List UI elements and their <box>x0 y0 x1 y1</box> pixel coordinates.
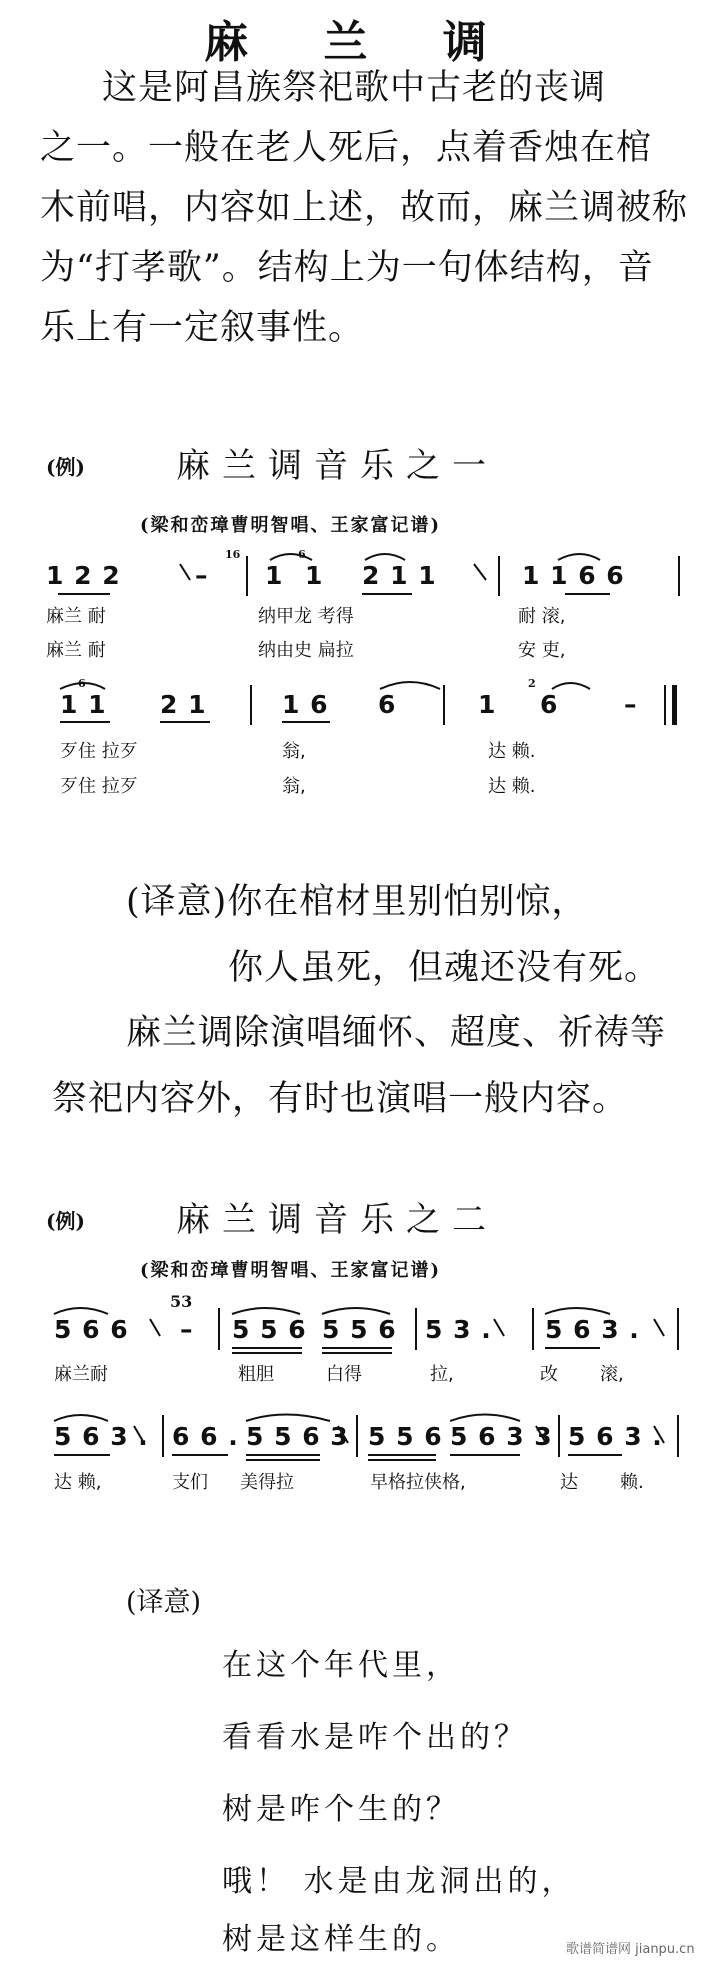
lyric: 达 <box>560 1472 578 1493</box>
intro-line: 这是阿昌族祭祀歌中古老的丧调 <box>102 68 607 108</box>
score-notes: 1 <box>478 690 497 719</box>
example-title: 麻兰调音乐之二 <box>176 1200 498 1240</box>
credit-line: (梁和峦璋曹明智唱、王家富记谱) <box>140 515 442 536</box>
grace-note: 6 <box>78 677 86 690</box>
lyric: 拉, <box>430 1364 454 1385</box>
lyric: 翁, <box>282 741 306 762</box>
lyric: 滚, <box>600 1364 624 1385</box>
example-label: (例) <box>46 455 85 479</box>
score-notes: 1 1 <box>60 690 107 719</box>
middle-line: 麻兰调除演唱缅怀、超度、祈祷等 <box>126 1013 667 1053</box>
lyric: 麻兰 耐 <box>46 606 106 627</box>
intro-line: 木前唱，内容如上述，故而，麻兰调被称 <box>40 188 689 228</box>
score-notes: 1 6 <box>282 690 329 719</box>
translation-line: 你人虽死，但魂还没有死。 <box>228 948 661 988</box>
lyric: 达 赖. <box>488 741 536 762</box>
score-notes: 5 6 3 3 <box>450 1422 553 1451</box>
translation-line: 哦！ 水是由龙洞出的， <box>222 1864 576 1899</box>
score-notes: 5 5 6 <box>232 1315 307 1344</box>
lyric: 翁, <box>282 776 306 797</box>
lyric: 赖. <box>620 1472 644 1493</box>
lyric: 歹住 拉歹 <box>60 776 138 797</box>
page-title: 麻 兰 调 <box>204 17 517 68</box>
translation-line: 在这个年代里， <box>222 1648 460 1683</box>
lyric: 麻兰耐 <box>54 1364 108 1385</box>
breath-marks <box>134 564 664 1443</box>
lyric: 达 赖. <box>488 776 536 797</box>
grace-note: 53 <box>170 1292 193 1311</box>
score-notes: 5 6 6 <box>54 1315 129 1344</box>
score-notes: 5 5 6 <box>368 1422 443 1451</box>
score-notes: 5 5 6 3 <box>246 1422 349 1451</box>
score-notes: 5 6 3 . <box>545 1315 640 1344</box>
intro-line: 之一。一般在老人死后，点着香烛在棺 <box>40 128 653 168</box>
grace-note: 6 <box>298 548 306 561</box>
grace-note: 16 <box>225 548 241 561</box>
score-dash: – <box>195 561 209 590</box>
lyric: 改 <box>540 1364 558 1385</box>
translation-line: 树是咋个生的？ <box>222 1792 460 1827</box>
score-dash: – <box>180 1315 194 1344</box>
grace-note: 2 <box>528 677 536 690</box>
score-notes: 6 <box>540 690 559 719</box>
translation-line: 你在棺材里别怕别惊， <box>227 882 588 922</box>
translation-line: 看看水是咋个出的？ <box>222 1720 528 1755</box>
example-label: (例) <box>46 1209 85 1233</box>
score-notes: 1 2 2 <box>46 561 121 590</box>
lyric: 麻兰 耐 <box>46 640 106 661</box>
translation-line: 树是这样生的。 <box>222 1922 460 1957</box>
lyric: 美得拉 <box>240 1472 294 1493</box>
score-notes: 6 6 . <box>172 1422 239 1451</box>
lyric: 安 吏, <box>518 640 566 661</box>
score-notes: 5 5 6 <box>322 1315 397 1344</box>
score-notes: 1 <box>265 561 284 590</box>
translation-label: (译意) <box>126 1587 202 1618</box>
lyric: 歹住 拉歹 <box>60 741 138 762</box>
slur-marks <box>54 554 610 1421</box>
score-dash: – <box>624 690 638 719</box>
score-notes: 5 6 3 . <box>568 1422 663 1451</box>
score-notes: 1 1 6 6 <box>522 561 625 590</box>
score-notes: 2 1 1 <box>362 561 437 590</box>
score-notes: 5 3 . <box>425 1315 492 1344</box>
score-notes: 2 1 <box>160 690 207 719</box>
intro-line: 乐上有一定叙事性。 <box>40 308 365 348</box>
lyric: 早格拉侠格, <box>370 1472 466 1493</box>
lyric: 耐 滚, <box>518 606 566 627</box>
lyric: 粗胆 <box>238 1364 274 1385</box>
intro-line: 为“打孝歌”。结构上为一句体结构，音 <box>40 248 654 288</box>
score-notes: 6 <box>378 690 397 719</box>
watermark: 歌谱简谱网 jianpu.cn <box>566 1942 695 1957</box>
score-notes: 1 <box>305 561 324 590</box>
score-notes: 5 6 3 . <box>54 1422 149 1451</box>
middle-line: 祭祀内容外，有时也演唱一般内容。 <box>52 1079 629 1119</box>
lyric: 纳由史 扁拉 <box>258 640 354 661</box>
example-title: 麻兰调音乐之一 <box>176 446 498 486</box>
lyric: 达 赖, <box>54 1472 102 1493</box>
translation-label: (译意) <box>126 882 228 922</box>
beam-underlines <box>54 594 622 1460</box>
credit-line: (梁和峦璋曹明智唱、王家富记谱) <box>140 1260 442 1281</box>
lyric: 纳甲龙 考得 <box>258 606 354 627</box>
lyric: 支们 <box>172 1472 208 1493</box>
lyric: 白得 <box>326 1364 362 1385</box>
